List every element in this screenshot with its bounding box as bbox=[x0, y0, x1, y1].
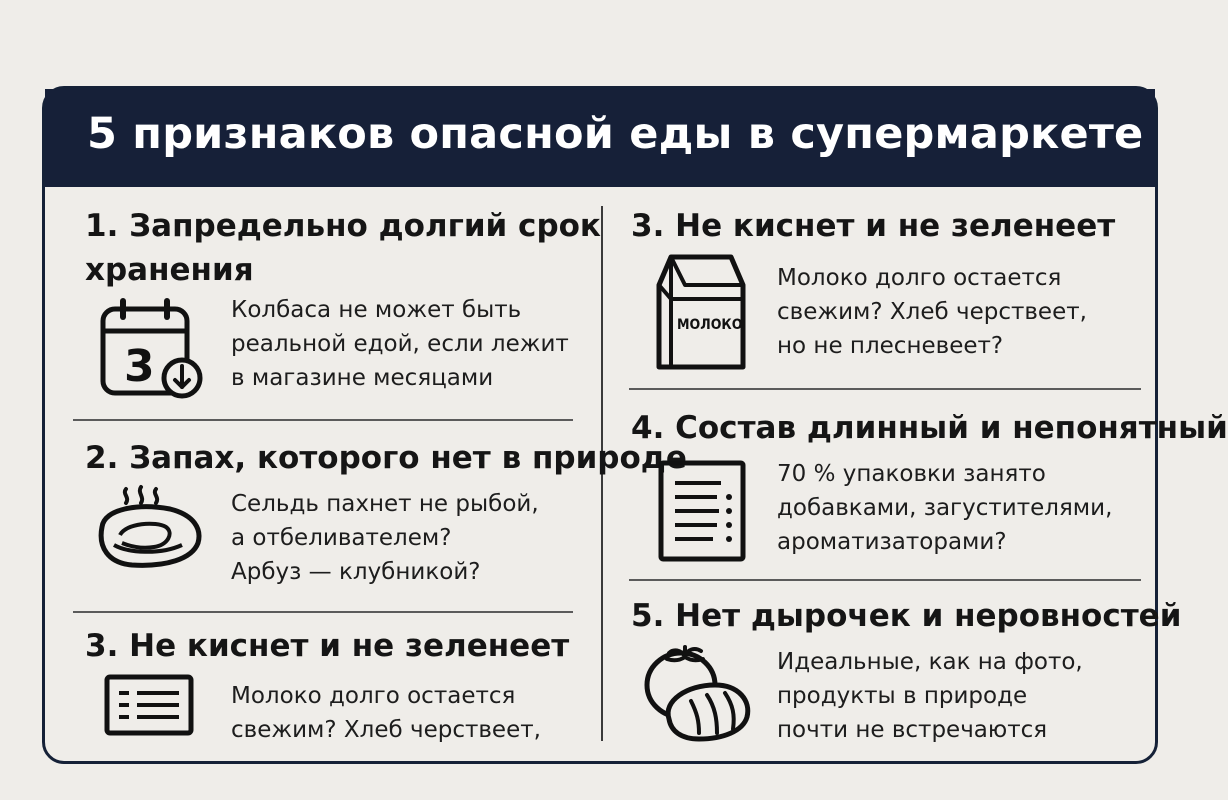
left-divider-2 bbox=[73, 611, 573, 613]
section-3-left-text-line-1: Молоко долго остается bbox=[231, 683, 516, 709]
right-divider-1 bbox=[629, 388, 1141, 390]
section-1-title-line-1: 1. Запредельно долгий срок bbox=[85, 208, 601, 244]
calendar-number: 3 bbox=[124, 341, 155, 392]
section-1-title-line-2: хранения bbox=[85, 252, 254, 288]
section-2-title: 2. Запах, которого нет в природе bbox=[85, 440, 687, 476]
section-3-right-text-line-2: свежим? Хлеб черствеет, bbox=[777, 299, 1087, 325]
right-divider-2 bbox=[629, 579, 1141, 581]
section-1-text-line-2: реальной едой, если лежит bbox=[231, 331, 569, 357]
steak-icon bbox=[90, 485, 208, 577]
left-divider-1 bbox=[73, 419, 573, 421]
milk-carton-icon bbox=[651, 253, 749, 371]
section-2-text-line-1: Сельдь пахнет не рыбой, bbox=[231, 491, 539, 517]
section-3-right-title: 3. Не киснет и не зеленеет bbox=[631, 208, 1116, 244]
section-5-text-line-1: Идеальные, как на фото, bbox=[777, 649, 1083, 675]
milk-carton-label: МОЛОКО bbox=[677, 317, 743, 333]
section-2-text-line-2: а отбеливателем? bbox=[231, 525, 452, 551]
infographic-card bbox=[42, 86, 1228, 764]
tomato-bread-icon bbox=[643, 639, 755, 743]
section-4-text-line-1: 70 % упаковки занято bbox=[777, 461, 1046, 487]
section-3-right-text-line-3: но не плесневеет? bbox=[777, 333, 1004, 359]
section-1-text-line-1: Колбаса не может быть bbox=[231, 297, 522, 323]
section-4-title: 4. Состав длинный и непонятный bbox=[631, 410, 1228, 446]
ingredients-list-icon bbox=[657, 459, 749, 563]
header-bar bbox=[45, 89, 1155, 187]
section-1-text-line-3: в магазине месяцами bbox=[231, 365, 494, 391]
section-3-right-text-line-1: Молоко долго остается bbox=[777, 265, 1062, 291]
section-4-text-line-2: добавками, загустителями, bbox=[777, 495, 1113, 521]
section-5-text-line-3: почти не встречаются bbox=[777, 717, 1048, 743]
document-icon bbox=[103, 673, 197, 739]
section-5-text-line-2: продукты в природе bbox=[777, 683, 1028, 709]
section-5-title: 5. Нет дырочек и неровностей bbox=[631, 598, 1182, 634]
section-3-left-title: 3. Не киснет и не зеленеет bbox=[85, 628, 570, 664]
page-title: 5 признаков опасной еды в супермаркете bbox=[87, 109, 1144, 159]
calendar-icon bbox=[97, 299, 209, 403]
section-4-text-line-3: ароматизаторами? bbox=[777, 529, 1007, 555]
section-2-text-line-3: Арбуз — клубникой? bbox=[231, 559, 481, 585]
section-3-left-text-line-2: свежим? Хлеб черствеет, bbox=[231, 717, 541, 743]
